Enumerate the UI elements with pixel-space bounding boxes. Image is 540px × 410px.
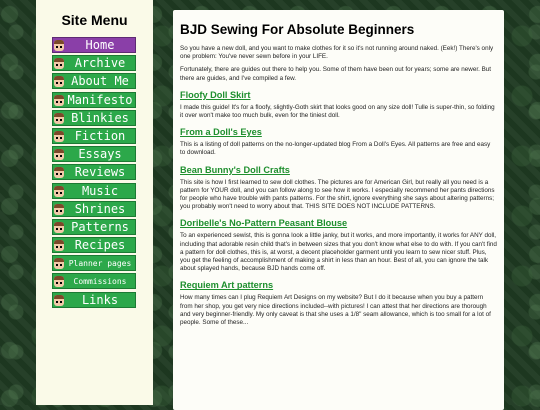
intro-paragraph: Fortunately, there are guides out there to help you. Some of them have been out for years; some are newer. But there are guides, and I've compiled a few. [180, 66, 492, 82]
section-link-doribelles-peasant-blouse[interactable]: Doribelle's No-Pattern Peasant Blouse [180, 218, 348, 229]
section-link-requiem-art-patterns[interactable]: Requiem Art patterns [180, 280, 274, 291]
menu-label: Music [81, 183, 119, 198]
doll-face-icon [54, 58, 64, 69]
menu-label: Blinkies [71, 110, 129, 125]
menu-item-blinkies[interactable] [52, 110, 136, 126]
site-menu [52, 37, 136, 310]
menu-label: Manifesto [67, 92, 133, 107]
site-menu-title: Site Menu [61, 12, 128, 28]
menu-label: Patterns [71, 219, 129, 234]
menu-label: Planner pages [68, 259, 132, 269]
doll-face-icon [54, 204, 64, 215]
section-text: How many times can I plug Requiem Art Designs on my website? But I do it because when you buy a pattern from her shop, you get very nice directions included--with pictures! I can attest that her directions are thorough and very beginner-friendly. My only caveat is that she uses a 1/8" seam allowance, which is too small for a lot of people. Some of these... [180, 294, 491, 327]
doll-face-icon [54, 240, 64, 251]
sidebar [36, 0, 153, 405]
menu-label: Links [81, 292, 119, 307]
menu-item-archive[interactable] [52, 55, 136, 71]
section-text: I made this guide! It's for a floofy, slightly-Goth skirt that looks good on any size doll! Tulle is super-thin, so folding it over won't make too much bulk, even for the tiniest doll. [180, 103, 495, 120]
menu-item-reviews[interactable] [52, 164, 136, 180]
menu-item-home[interactable] [52, 37, 136, 53]
section-text: This site is how I first learned to sew doll clothes. The pictures are for American Girl, but really all you need is a pattern for YOUR doll, and you can follow along to see how it works. I especially recommend her pants directions for people who have trouble with pants patterns. For the shirt, ignore everything she says about altering patterns; you probably won't need to worry about that. THIS SITE DOES NOT INCLUDE PATTERNS. [180, 178, 495, 211]
main-content [173, 10, 504, 410]
doll-face-icon [54, 295, 64, 306]
menu-item-links[interactable] [52, 292, 136, 308]
doll-face-icon [54, 149, 64, 160]
menu-label: About Me [71, 74, 129, 89]
doll-face-icon [54, 95, 64, 106]
intro-paragraph: So you have a new doll, and you want to make clothes for it so it's not running around naked. (Eek!) There's only one problem: You've never sewn before in your LIFE. [180, 45, 494, 61]
menu-item-recipes[interactable] [52, 237, 136, 253]
doll-face-icon [54, 167, 64, 178]
menu-label: Reviews [74, 165, 126, 180]
menu-label: Home [85, 38, 115, 52]
menu-label: Commissions [73, 277, 127, 287]
menu-label: Archive [74, 56, 126, 71]
doll-face-icon [54, 40, 64, 51]
doll-face-icon [54, 113, 64, 124]
doll-face-icon [54, 186, 64, 197]
menu-item-music[interactable] [52, 183, 136, 199]
doll-face-icon [54, 222, 64, 233]
section-link-bean-bunnys-doll-crafts[interactable]: Bean Bunny's Doll Crafts [180, 164, 290, 175]
doll-face-icon [54, 276, 64, 287]
menu-item-essays[interactable] [52, 146, 136, 162]
menu-label: Essays [78, 147, 122, 162]
menu-item-patterns[interactable] [52, 219, 136, 235]
page-title: BJD Sewing For Absolute Beginners [180, 22, 415, 37]
doll-face-icon [54, 258, 64, 269]
section-text: To an experienced sewist, this is gonna look a little janky, but it works, and more importantly, it works for ANY doll, including that adorable resin child that's in between sizes that you don't know what else to do with. If you can't find a pattern for doll clothes, this is, at worst, a decent placeholder garment until you learn to sew nicer stuff. Plus, you get the feeling of accomplishment of making a shirt in less than an hour. Best of all, you can ignore the talk about splayed hands, because BJD hands come off. [180, 232, 497, 273]
menu-item-planner-pages[interactable] [52, 255, 136, 271]
menu-item-fiction[interactable] [52, 128, 136, 144]
menu-item-shrines[interactable] [52, 201, 136, 217]
section-text: This is a listing of doll patterns on the no-longer-updated blog From a Doll's Eyes. All patterns are free and easy to download. [180, 141, 491, 157]
section-link-floofy-doll-skirt[interactable]: Floofy Doll Skirt [180, 89, 251, 100]
menu-item-manifesto[interactable] [52, 92, 136, 108]
doll-face-icon [54, 131, 64, 142]
menu-label: Shrines [74, 201, 126, 216]
section-link-from-a-dolls-eyes[interactable]: From a Doll's Eyes [180, 127, 262, 138]
menu-label: Fiction [74, 128, 126, 143]
doll-face-icon [54, 76, 64, 87]
menu-item-commissions[interactable] [52, 273, 136, 289]
menu-label: Recipes [74, 238, 126, 253]
menu-item-about-me[interactable] [52, 73, 136, 89]
